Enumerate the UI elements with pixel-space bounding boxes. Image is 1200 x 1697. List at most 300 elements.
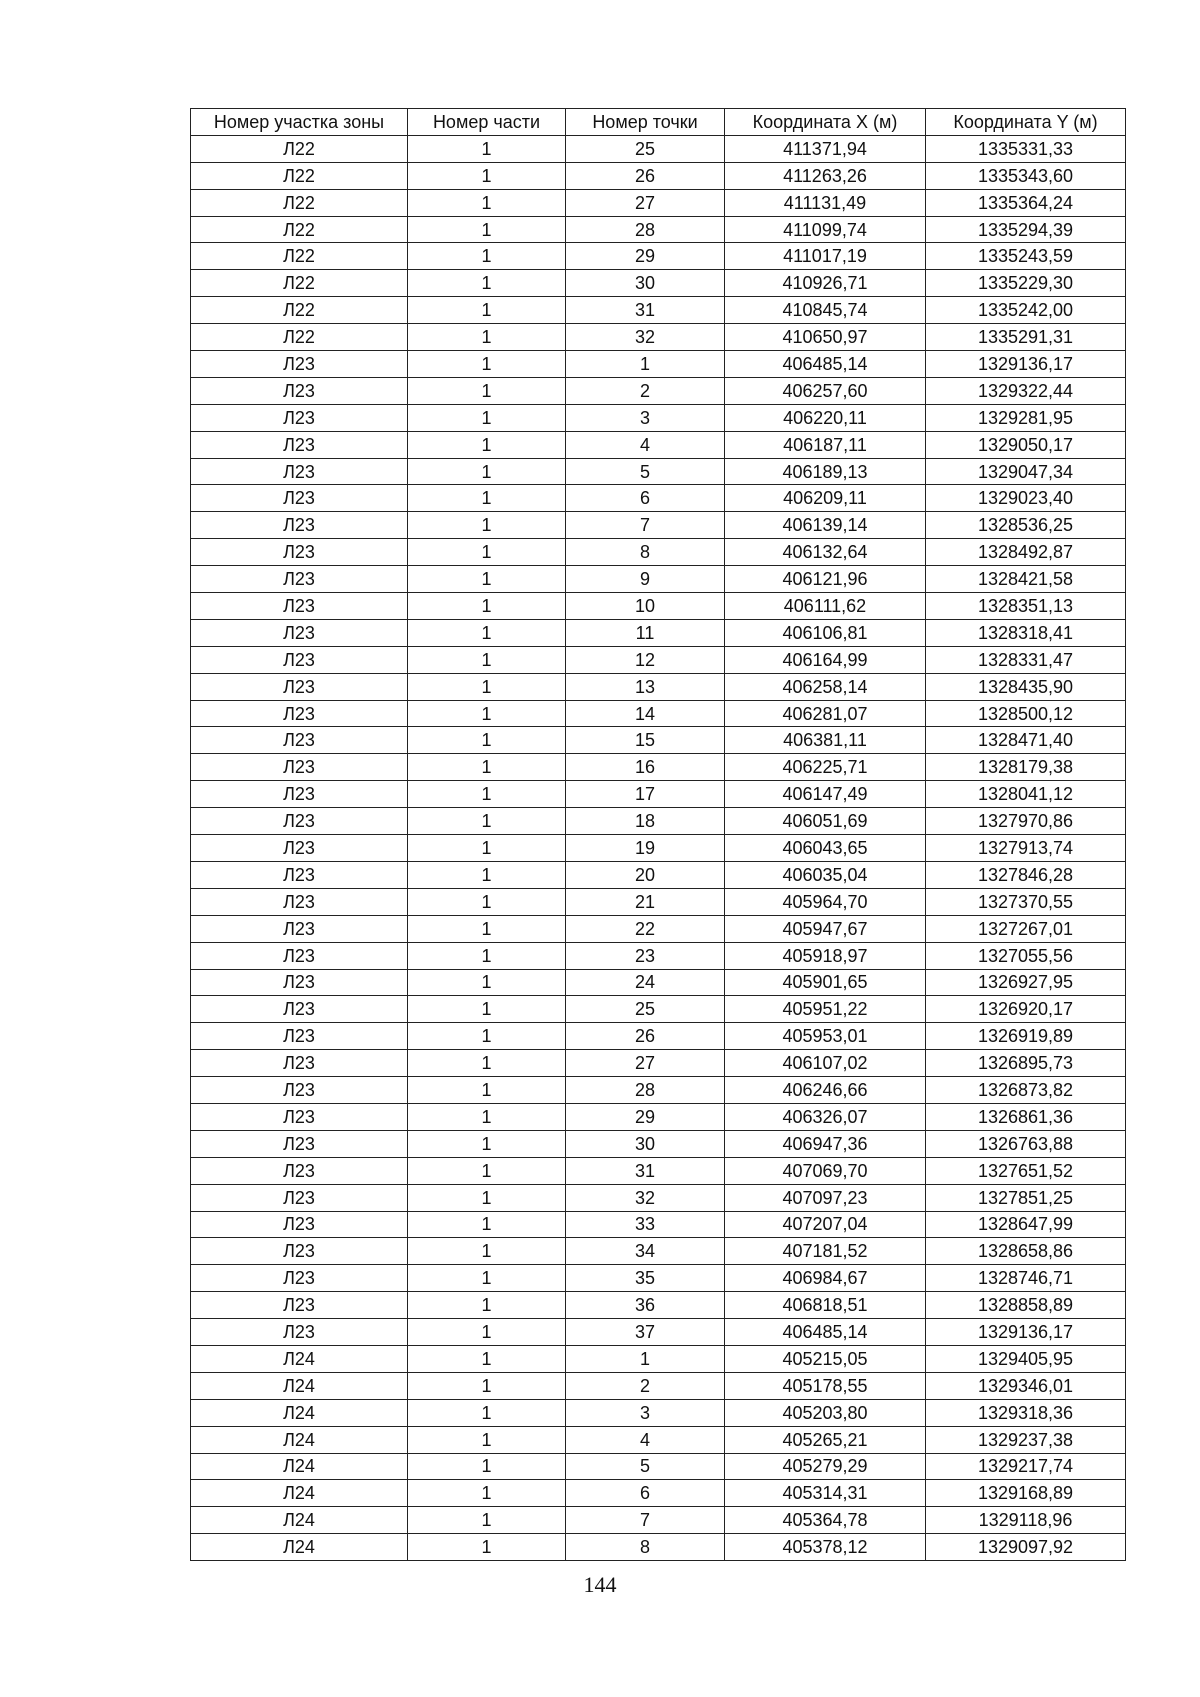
table-row	[191, 1103, 1126, 1130]
header-point-number: Номер точки	[566, 109, 725, 136]
cell-part-number: 1	[408, 1372, 566, 1399]
cell-coordinate-y: 1328435,90	[926, 673, 1126, 700]
cell-part-number: 1	[408, 297, 566, 324]
header-part-number: Номер части	[408, 109, 566, 136]
cell-coordinate-x: 406947,36	[725, 1130, 926, 1157]
cell-zone-section: Л23	[191, 727, 408, 754]
cell-point-number: 23	[566, 942, 725, 969]
cell-coordinate-y: 1335243,59	[926, 243, 1126, 270]
table-row	[191, 135, 1126, 162]
cell-coordinate-x: 407097,23	[725, 1184, 926, 1211]
table-row	[191, 593, 1126, 620]
cell-coordinate-x: 411263,26	[725, 162, 926, 189]
cell-coordinate-y: 1328647,99	[926, 1211, 1126, 1238]
cell-part-number: 1	[408, 835, 566, 862]
cell-part-number: 1	[408, 646, 566, 673]
cell-coordinate-y: 1328536,25	[926, 512, 1126, 539]
cell-coordinate-y: 1327913,74	[926, 835, 1126, 862]
cell-coordinate-x: 406281,07	[725, 700, 926, 727]
cell-part-number: 1	[408, 512, 566, 539]
cell-coordinate-x: 405947,67	[725, 915, 926, 942]
cell-point-number: 36	[566, 1292, 725, 1319]
table-row	[191, 243, 1126, 270]
table-row	[191, 1319, 1126, 1346]
cell-coordinate-x: 406381,11	[725, 727, 926, 754]
cell-coordinate-x: 405279,29	[725, 1453, 926, 1480]
cell-coordinate-y: 1328179,38	[926, 754, 1126, 781]
cell-part-number: 1	[408, 1211, 566, 1238]
cell-coordinate-y: 1328318,41	[926, 619, 1126, 646]
cell-point-number: 4	[566, 1426, 725, 1453]
cell-zone-section: Л23	[191, 700, 408, 727]
cell-point-number: 8	[566, 1534, 725, 1561]
cell-coordinate-x: 405918,97	[725, 942, 926, 969]
cell-zone-section: Л23	[191, 888, 408, 915]
cell-point-number: 32	[566, 324, 725, 351]
cell-coordinate-y: 1335364,24	[926, 189, 1126, 216]
cell-part-number: 1	[408, 593, 566, 620]
table-row	[191, 1238, 1126, 1265]
cell-coordinate-x: 406043,65	[725, 835, 926, 862]
cell-coordinate-x: 411017,19	[725, 243, 926, 270]
table-row	[191, 1184, 1126, 1211]
cell-point-number: 11	[566, 619, 725, 646]
cell-part-number: 1	[408, 404, 566, 431]
cell-coordinate-x: 405215,05	[725, 1345, 926, 1372]
cell-point-number: 32	[566, 1184, 725, 1211]
cell-coordinate-y: 1326873,82	[926, 1077, 1126, 1104]
cell-part-number: 1	[408, 539, 566, 566]
cell-zone-section: Л22	[191, 324, 408, 351]
cell-part-number: 1	[408, 1103, 566, 1130]
cell-point-number: 10	[566, 593, 725, 620]
cell-zone-section: Л23	[191, 915, 408, 942]
cell-coordinate-y: 1327851,25	[926, 1184, 1126, 1211]
cell-zone-section: Л23	[191, 1103, 408, 1130]
cell-zone-section: Л24	[191, 1399, 408, 1426]
cell-coordinate-y: 1328041,12	[926, 781, 1126, 808]
table-row	[191, 1426, 1126, 1453]
cell-point-number: 34	[566, 1238, 725, 1265]
table-row	[191, 1480, 1126, 1507]
coordinates-table	[190, 108, 1126, 1561]
table-row	[191, 781, 1126, 808]
cell-coordinate-y: 1329405,95	[926, 1345, 1126, 1372]
cell-point-number: 29	[566, 243, 725, 270]
cell-zone-section: Л24	[191, 1345, 408, 1372]
cell-point-number: 28	[566, 216, 725, 243]
cell-zone-section: Л23	[191, 404, 408, 431]
cell-coordinate-y: 1326927,95	[926, 969, 1126, 996]
cell-part-number: 1	[408, 1238, 566, 1265]
cell-part-number: 1	[408, 1292, 566, 1319]
header-row	[191, 109, 1126, 136]
cell-point-number: 3	[566, 404, 725, 431]
cell-coordinate-x: 406035,04	[725, 861, 926, 888]
cell-coordinate-y: 1326763,88	[926, 1130, 1126, 1157]
table-row	[191, 512, 1126, 539]
cell-point-number: 33	[566, 1211, 725, 1238]
cell-zone-section: Л23	[191, 673, 408, 700]
cell-part-number: 1	[408, 996, 566, 1023]
cell-zone-section: Л23	[191, 835, 408, 862]
cell-part-number: 1	[408, 1534, 566, 1561]
cell-zone-section: Л23	[191, 861, 408, 888]
cell-coordinate-x: 405964,70	[725, 888, 926, 915]
cell-point-number: 6	[566, 1480, 725, 1507]
cell-coordinate-y: 1327267,01	[926, 915, 1126, 942]
cell-coordinate-y: 1327970,86	[926, 808, 1126, 835]
table-row	[191, 942, 1126, 969]
cell-part-number: 1	[408, 1399, 566, 1426]
cell-zone-section: Л22	[191, 243, 408, 270]
table-row	[191, 754, 1126, 781]
header-coordinate-y: Координата Y (м)	[926, 109, 1126, 136]
table-row	[191, 1130, 1126, 1157]
cell-point-number: 9	[566, 566, 725, 593]
cell-point-number: 31	[566, 297, 725, 324]
cell-coordinate-y: 1326920,17	[926, 996, 1126, 1023]
cell-coordinate-y: 1327370,55	[926, 888, 1126, 915]
cell-coordinate-y: 1335294,39	[926, 216, 1126, 243]
cell-part-number: 1	[408, 216, 566, 243]
cell-zone-section: Л23	[191, 539, 408, 566]
table-row	[191, 458, 1126, 485]
cell-coordinate-y: 1326861,36	[926, 1103, 1126, 1130]
table-row	[191, 619, 1126, 646]
header-zone-section: Номер участка зоны	[191, 109, 408, 136]
table-row	[191, 835, 1126, 862]
cell-point-number: 28	[566, 1077, 725, 1104]
table-row	[191, 969, 1126, 996]
cell-zone-section: Л23	[191, 754, 408, 781]
cell-zone-section: Л24	[191, 1480, 408, 1507]
cell-zone-section: Л22	[191, 162, 408, 189]
cell-part-number: 1	[408, 1077, 566, 1104]
cell-point-number: 12	[566, 646, 725, 673]
table-row	[191, 566, 1126, 593]
table-row	[191, 162, 1126, 189]
table-row	[191, 324, 1126, 351]
cell-part-number: 1	[408, 1130, 566, 1157]
cell-part-number: 1	[408, 781, 566, 808]
table-row	[191, 539, 1126, 566]
cell-part-number: 1	[408, 1426, 566, 1453]
cell-part-number: 1	[408, 754, 566, 781]
table-body	[191, 135, 1126, 1560]
cell-coordinate-y: 1328421,58	[926, 566, 1126, 593]
table-row	[191, 1077, 1126, 1104]
cell-point-number: 2	[566, 377, 725, 404]
cell-coordinate-x: 405378,12	[725, 1534, 926, 1561]
cell-part-number: 1	[408, 243, 566, 270]
cell-part-number: 1	[408, 377, 566, 404]
table-row	[191, 1372, 1126, 1399]
cell-zone-section: Л24	[191, 1426, 408, 1453]
cell-zone-section: Л24	[191, 1372, 408, 1399]
cell-part-number: 1	[408, 1157, 566, 1184]
cell-coordinate-y: 1329050,17	[926, 431, 1126, 458]
cell-coordinate-y: 1327846,28	[926, 861, 1126, 888]
cell-zone-section: Л23	[191, 996, 408, 1023]
cell-part-number: 1	[408, 458, 566, 485]
cell-part-number: 1	[408, 485, 566, 512]
cell-coordinate-y: 1327055,56	[926, 942, 1126, 969]
table-row	[191, 1453, 1126, 1480]
cell-zone-section: Л23	[191, 1157, 408, 1184]
cell-coordinate-y: 1329318,36	[926, 1399, 1126, 1426]
cell-coordinate-y: 1328500,12	[926, 700, 1126, 727]
cell-part-number: 1	[408, 861, 566, 888]
cell-part-number: 1	[408, 1345, 566, 1372]
cell-part-number: 1	[408, 1507, 566, 1534]
cell-zone-section: Л22	[191, 135, 408, 162]
table-row	[191, 915, 1126, 942]
cell-coordinate-y: 1328746,71	[926, 1265, 1126, 1292]
table-row	[191, 1345, 1126, 1372]
cell-coordinate-x: 406209,11	[725, 485, 926, 512]
cell-zone-section: Л23	[191, 969, 408, 996]
cell-zone-section: Л23	[191, 646, 408, 673]
cell-coordinate-x: 410926,71	[725, 270, 926, 297]
header-coordinate-x: Координата X (м)	[725, 109, 926, 136]
cell-coordinate-x: 406485,14	[725, 1319, 926, 1346]
cell-coordinate-y: 1326895,73	[926, 1050, 1126, 1077]
cell-coordinate-y: 1328492,87	[926, 539, 1126, 566]
cell-coordinate-x: 406107,02	[725, 1050, 926, 1077]
cell-part-number: 1	[408, 942, 566, 969]
cell-coordinate-x: 406147,49	[725, 781, 926, 808]
table-row	[191, 673, 1126, 700]
page-number: 144	[583, 1572, 617, 1597]
table-row	[191, 216, 1126, 243]
cell-part-number: 1	[408, 1480, 566, 1507]
cell-coordinate-y: 1327651,52	[926, 1157, 1126, 1184]
cell-zone-section: Л24	[191, 1453, 408, 1480]
cell-coordinate-x: 405265,21	[725, 1426, 926, 1453]
cell-coordinate-x: 406106,81	[725, 619, 926, 646]
cell-zone-section: Л23	[191, 781, 408, 808]
cell-coordinate-x: 410650,97	[725, 324, 926, 351]
cell-coordinate-y: 1329217,74	[926, 1453, 1126, 1480]
cell-point-number: 16	[566, 754, 725, 781]
cell-coordinate-x: 411131,49	[725, 189, 926, 216]
table-row	[191, 1211, 1126, 1238]
cell-point-number: 31	[566, 1157, 725, 1184]
cell-coordinate-x: 406164,99	[725, 646, 926, 673]
cell-part-number: 1	[408, 1184, 566, 1211]
cell-point-number: 35	[566, 1265, 725, 1292]
cell-zone-section: Л23	[191, 512, 408, 539]
cell-zone-section: Л23	[191, 1292, 408, 1319]
cell-coordinate-x: 410845,74	[725, 297, 926, 324]
cell-part-number: 1	[408, 727, 566, 754]
cell-point-number: 30	[566, 1130, 725, 1157]
cell-part-number: 1	[408, 888, 566, 915]
cell-point-number: 27	[566, 1050, 725, 1077]
cell-zone-section: Л23	[191, 1319, 408, 1346]
cell-coordinate-x: 406225,71	[725, 754, 926, 781]
cell-coordinate-x: 406132,64	[725, 539, 926, 566]
cell-coordinate-y: 1329118,96	[926, 1507, 1126, 1534]
cell-point-number: 18	[566, 808, 725, 835]
cell-part-number: 1	[408, 566, 566, 593]
table-row	[191, 700, 1126, 727]
cell-point-number: 27	[566, 189, 725, 216]
cell-coordinate-x: 405178,55	[725, 1372, 926, 1399]
cell-coordinate-x: 406257,60	[725, 377, 926, 404]
table-row	[191, 1399, 1126, 1426]
table-row	[191, 297, 1126, 324]
table-row	[191, 1292, 1126, 1319]
cell-coordinate-y: 1328858,89	[926, 1292, 1126, 1319]
cell-coordinate-x: 411371,94	[725, 135, 926, 162]
cell-zone-section: Л23	[191, 1211, 408, 1238]
cell-coordinate-x: 411099,74	[725, 216, 926, 243]
table-row	[191, 377, 1126, 404]
cell-part-number: 1	[408, 1023, 566, 1050]
cell-part-number: 1	[408, 619, 566, 646]
cell-coordinate-x: 406326,07	[725, 1103, 926, 1130]
cell-zone-section: Л24	[191, 1534, 408, 1561]
cell-point-number: 8	[566, 539, 725, 566]
cell-point-number: 3	[566, 1399, 725, 1426]
cell-zone-section: Л23	[191, 942, 408, 969]
cell-point-number: 13	[566, 673, 725, 700]
cell-coordinate-x: 407069,70	[725, 1157, 926, 1184]
table-row	[191, 485, 1126, 512]
cell-coordinate-y: 1335242,00	[926, 297, 1126, 324]
table-row	[191, 1023, 1126, 1050]
cell-zone-section: Л23	[191, 1077, 408, 1104]
cell-zone-section: Л23	[191, 619, 408, 646]
cell-zone-section: Л22	[191, 297, 408, 324]
cell-part-number: 1	[408, 162, 566, 189]
table-row	[191, 351, 1126, 378]
cell-point-number: 19	[566, 835, 725, 862]
cell-coordinate-y: 1329136,17	[926, 351, 1126, 378]
cell-zone-section: Л23	[191, 1184, 408, 1211]
cell-coordinate-x: 405314,31	[725, 1480, 926, 1507]
cell-part-number: 1	[408, 189, 566, 216]
cell-point-number: 25	[566, 996, 725, 1023]
cell-point-number: 29	[566, 1103, 725, 1130]
cell-zone-section: Л23	[191, 593, 408, 620]
cell-coordinate-y: 1328331,47	[926, 646, 1126, 673]
cell-coordinate-x: 406485,14	[725, 351, 926, 378]
cell-coordinate-y: 1328658,86	[926, 1238, 1126, 1265]
cell-coordinate-y: 1329097,92	[926, 1534, 1126, 1561]
cell-point-number: 22	[566, 915, 725, 942]
table-row	[191, 189, 1126, 216]
cell-point-number: 21	[566, 888, 725, 915]
cell-coordinate-y: 1335343,60	[926, 162, 1126, 189]
cell-coordinate-y: 1329346,01	[926, 1372, 1126, 1399]
cell-part-number: 1	[408, 431, 566, 458]
cell-point-number: 5	[566, 458, 725, 485]
cell-zone-section: Л23	[191, 1050, 408, 1077]
table-row	[191, 1050, 1126, 1077]
table-row	[191, 996, 1126, 1023]
table-row	[191, 1534, 1126, 1561]
cell-point-number: 1	[566, 1345, 725, 1372]
cell-coordinate-y: 1326919,89	[926, 1023, 1126, 1050]
cell-point-number: 1	[566, 351, 725, 378]
table-row	[191, 1265, 1126, 1292]
cell-coordinate-x: 406246,66	[725, 1077, 926, 1104]
table-row	[191, 727, 1126, 754]
table-row	[191, 861, 1126, 888]
cell-coordinate-x: 406139,14	[725, 512, 926, 539]
cell-coordinate-x: 407181,52	[725, 1238, 926, 1265]
cell-coordinate-y: 1329322,44	[926, 377, 1126, 404]
cell-coordinate-x: 405953,01	[725, 1023, 926, 1050]
table-header	[191, 109, 1126, 136]
cell-coordinate-y: 1328351,13	[926, 593, 1126, 620]
cell-point-number: 4	[566, 431, 725, 458]
cell-coordinate-y: 1335331,33	[926, 135, 1126, 162]
table-row	[191, 808, 1126, 835]
cell-zone-section: Л24	[191, 1507, 408, 1534]
cell-coordinate-y: 1329237,38	[926, 1426, 1126, 1453]
cell-zone-section: Л22	[191, 270, 408, 297]
cell-point-number: 26	[566, 1023, 725, 1050]
cell-zone-section: Л23	[191, 431, 408, 458]
table-row	[191, 270, 1126, 297]
cell-part-number: 1	[408, 969, 566, 996]
cell-coordinate-x: 406051,69	[725, 808, 926, 835]
cell-point-number: 7	[566, 1507, 725, 1534]
cell-coordinate-x: 406258,14	[725, 673, 926, 700]
table-row	[191, 1507, 1126, 1534]
cell-point-number: 5	[566, 1453, 725, 1480]
cell-coordinate-x: 406111,62	[725, 593, 926, 620]
cell-part-number: 1	[408, 351, 566, 378]
cell-point-number: 20	[566, 861, 725, 888]
cell-point-number: 7	[566, 512, 725, 539]
cell-zone-section: Л22	[191, 216, 408, 243]
cell-part-number: 1	[408, 324, 566, 351]
cell-point-number: 37	[566, 1319, 725, 1346]
cell-part-number: 1	[408, 673, 566, 700]
cell-coordinate-x: 405364,78	[725, 1507, 926, 1534]
table-row	[191, 646, 1126, 673]
cell-coordinate-y: 1329047,34	[926, 458, 1126, 485]
cell-zone-section: Л23	[191, 1023, 408, 1050]
cell-part-number: 1	[408, 915, 566, 942]
cell-zone-section: Л23	[191, 351, 408, 378]
cell-coordinate-x: 405901,65	[725, 969, 926, 996]
cell-zone-section: Л23	[191, 808, 408, 835]
cell-coordinate-x: 406984,67	[725, 1265, 926, 1292]
cell-point-number: 15	[566, 727, 725, 754]
cell-zone-section: Л23	[191, 1130, 408, 1157]
cell-point-number: 2	[566, 1372, 725, 1399]
table-row	[191, 888, 1126, 915]
cell-coordinate-x: 407207,04	[725, 1211, 926, 1238]
cell-part-number: 1	[408, 135, 566, 162]
cell-part-number: 1	[408, 270, 566, 297]
cell-coordinate-x: 405951,22	[725, 996, 926, 1023]
cell-coordinate-x: 406220,11	[725, 404, 926, 431]
cell-point-number: 26	[566, 162, 725, 189]
cell-zone-section: Л23	[191, 377, 408, 404]
cell-zone-section: Л23	[191, 566, 408, 593]
cell-point-number: 24	[566, 969, 725, 996]
table-row	[191, 431, 1126, 458]
cell-part-number: 1	[408, 808, 566, 835]
cell-part-number: 1	[408, 1265, 566, 1292]
